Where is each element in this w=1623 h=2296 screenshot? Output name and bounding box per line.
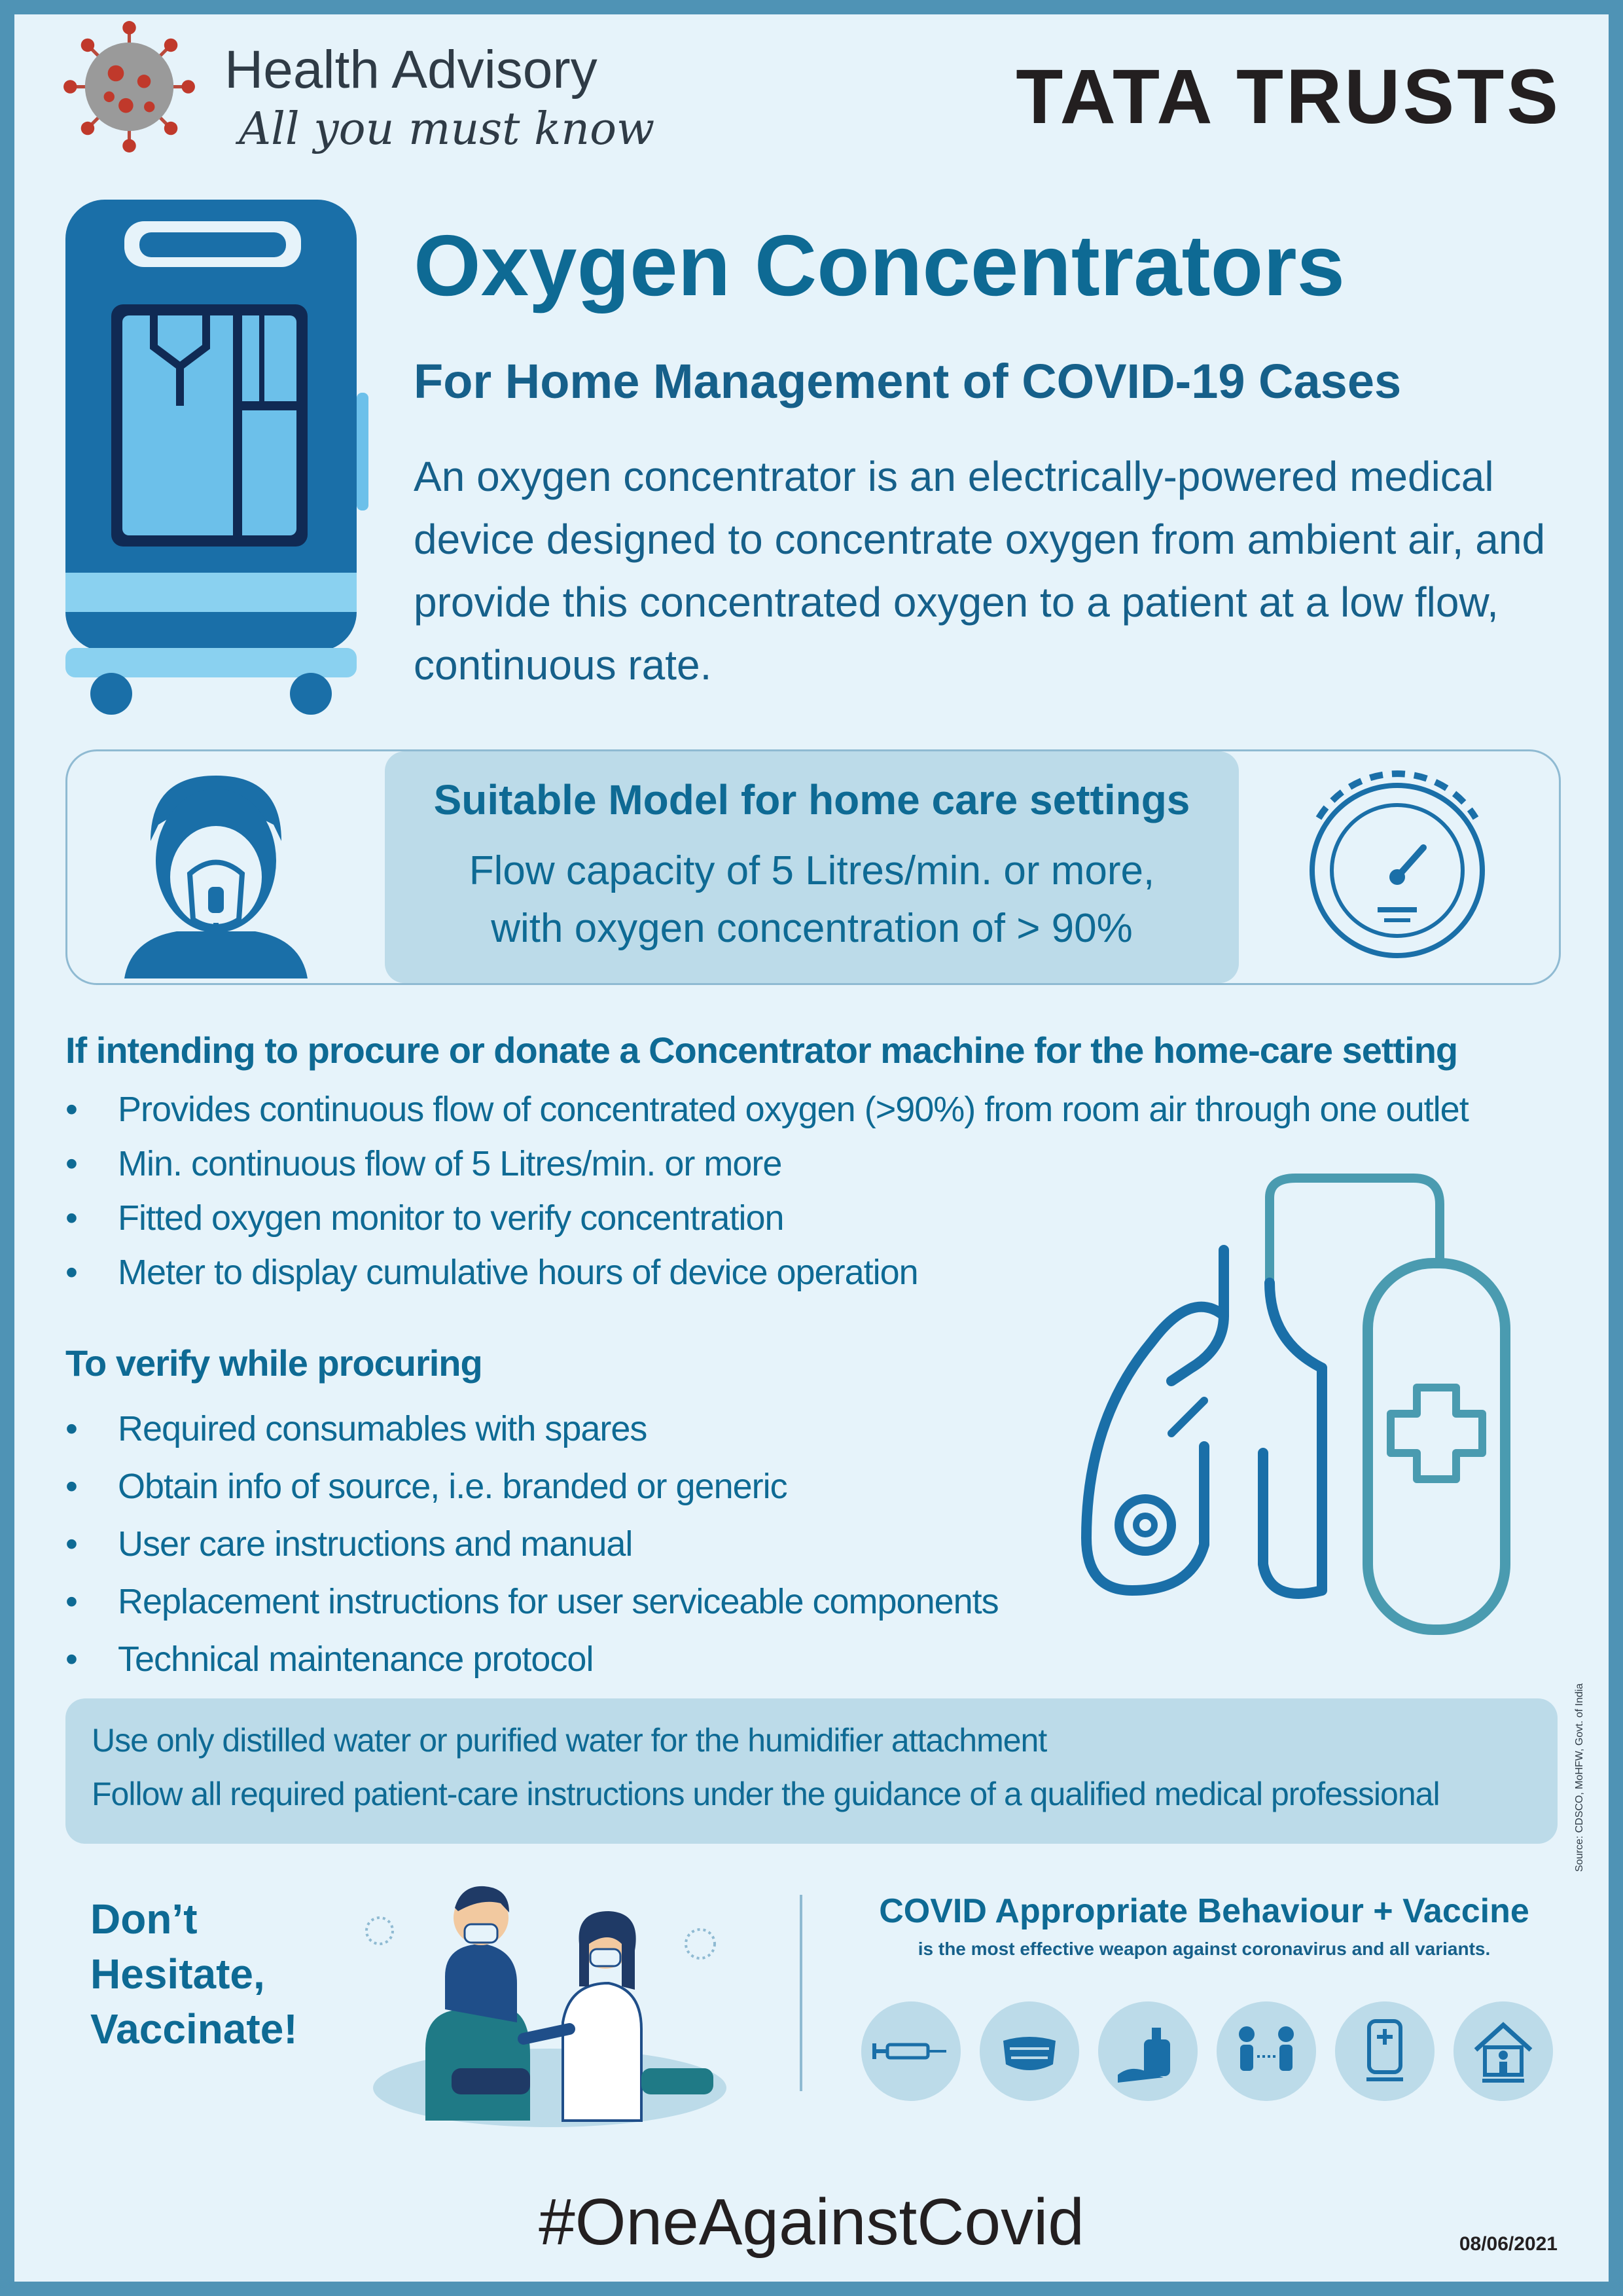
vaccination-illustration — [353, 1872, 746, 2134]
list-item: • Obtain info of source, i.e. branded or generic — [65, 1463, 999, 1521]
model-spec-line: with oxygen concentration of > 90% — [491, 906, 1133, 951]
respect-testing-icon — [1335, 2001, 1435, 2101]
verify-heading: To verify while procuring — [65, 1342, 482, 1384]
list-item: • Provides continuous flow of concentrated oxygen (>90%) from room air through one outlet — [65, 1086, 1469, 1141]
notice-panel — [65, 1698, 1558, 1844]
pressure-gauge-icon — [1293, 766, 1502, 975]
list-item: • Meter to display cumulative hours of device operation — [65, 1249, 1469, 1304]
publish-date: 08/06/2021 — [1459, 2233, 1558, 2255]
syringe-icon — [861, 2001, 961, 2101]
procure-heading: If intending to procure or donate a Concentrator machine for the home-care setting — [65, 1030, 1458, 1071]
model-spec-line: Flow capacity of 5 Litres/min. or more, — [469, 848, 1155, 893]
section-divider — [800, 1895, 802, 2091]
lungs-oxygen-tank-icon — [1073, 1172, 1558, 1656]
intro-description: An oxygen concentrator is an electrically-powered medical device designed to concentrate oxygen from ambient air, and provide this concentrated oxygen to a patient at a low flow, continuous rate. — [414, 453, 1546, 689]
oxygen-concentrator-icon — [62, 196, 370, 720]
list-item: • Min. continuous flow of 5 Litres/min. or more — [65, 1141, 1469, 1195]
notice-line: Follow all required patient-care instructions under the guidance of a qualified medical professional — [92, 1776, 1440, 1812]
model-heading: Suitable Model for home care settings — [433, 776, 1190, 823]
page-title: Oxygen Concentrators — [414, 217, 1345, 314]
face-mask-icon — [980, 2001, 1079, 2101]
coronavirus-icon — [62, 20, 196, 154]
hand-sanitizer-icon — [1098, 2001, 1198, 2101]
list-item: • Fitted oxygen monitor to verify concentration — [65, 1195, 1469, 1249]
advisory-title: Health Advisory — [224, 40, 597, 99]
list-item: • Technical maintenance protocol — [65, 1636, 999, 1694]
slogan-line: Don’t — [90, 1895, 198, 1943]
notice-line: Use only distilled water or purified water for the humidifier attachment — [92, 1722, 1047, 1759]
hashtag: #OneAgainstCovid — [539, 2185, 1084, 2259]
model-spec — [385, 842, 1239, 958]
respect-self-isolation-icon — [1454, 2001, 1553, 2101]
cab-title: COVID Appropriate Behaviour + Vaccine — [879, 1892, 1529, 1930]
slogan-line: Vaccinate! — [90, 2005, 298, 2053]
social-distance-icon — [1217, 2001, 1316, 2101]
cab-icon-row — [861, 2001, 1555, 2106]
source-note: Source: CDSCO, MoHFW, Govt. of India — [1574, 1683, 1585, 1872]
list-item: • Required consumables with spares — [65, 1406, 999, 1463]
cab-subtitle: is the most effective weapon against coronavirus and all variants. — [918, 1939, 1491, 1959]
verify-list — [65, 1406, 999, 1694]
list-item: • Replacement instructions for user serviceable components — [65, 1579, 999, 1636]
brand-logo: TATA TRUSTS — [1016, 54, 1561, 140]
patient-with-oxygen-mask-icon — [111, 762, 321, 978]
vaccinate-slogan — [90, 1892, 298, 2056]
advisory-subtitle: All you must know — [239, 103, 655, 155]
list-item: • User care instructions and manual — [65, 1521, 999, 1579]
page-subtitle: For Home Management of COVID-19 Cases — [414, 354, 1402, 408]
slogan-line: Hesitate, — [90, 1950, 265, 1998]
